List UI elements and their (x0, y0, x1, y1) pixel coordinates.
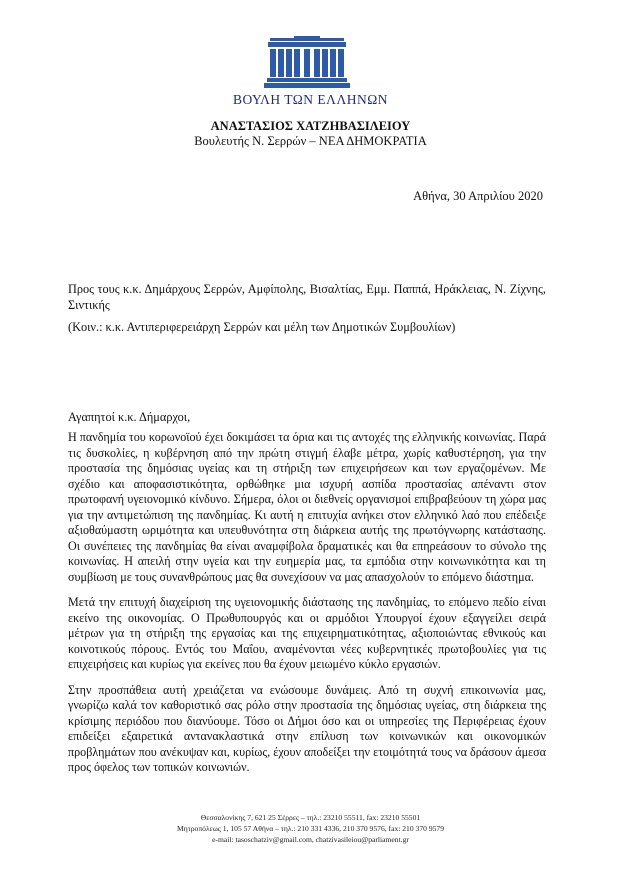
footer-address-serres: Θεσσαλονίκης 7, 621 25 Σέρρες – τηλ.: 23210 55511, fax: 23210 55501 (200, 813, 421, 822)
recipients: Προς τους κ.κ. Δημάρχους Σερρών, Αμφίπολης, Βισαλτίας, Εμμ. Παππά, Ηράκλειας, Ν. Ζίχνης, Σιντικής (68, 282, 546, 312)
date-line: Αθήνα, 30 Απριλίου 2020 (413, 189, 543, 203)
paragraph-1: Η πανδημία του κορωνοϊού έχει δοκιμάσει τα όρια και τις αντοχές της ελληνικής κοινωνίας. Παρά τις δυσκολίες, η κυβέρνηση από την πρώτη στιγμή έλαβε μέτρα, χωρίς καθυστέρηση, για την προστασία της δημόσιας υγείας και τη στήριξη των επιχειρήσεων και των εργαζομένων. Με σχέδιο και αποφασιστικότητα, ορθώθηκε μια ισχυρή ασπίδα προστασίας απέναντι στον πρωτοφανή υγειονομικό κίνδυνο. Σήμερα, όλοι οι διεθνείς οργανισμοί επιβραβεύουν τη χώρα μας για την αντιμετώπιση της πανδημίας. Κι αυτή η επιτυχία ανήκει στον ελληνικό λαό που επέδειξε αξιοθαύμαστη ωριμότητα και υπευθυνότητα στη διάρκεια αυτής της πρωτόγνωρης κατάστασης. Οι συνέπειες της πανδημίας θα είναι αναμφίβολα δραματικές και θα επηρεάσουν το σύνολο της κοινωνίας. Η απειλή στην υγεία και την ευημερία μας, τα εμπόδια στην κοινωνικότητα και τη συμβίωση με τους συνανθρώπους μας θα συνεχίσουν να μας απασχολούν το επόμενο διάστημα. (68, 430, 546, 584)
paragraph-2: Μετά την επιτυχή διαχείριση της υγειονομικής διάστασης της πανδημίας, το επόμενο πεδίο είναι εκείνο της οικονομίας. Ο Πρωθυπουργός και οι αρμόδιοι Υπουργοί έχουν εξαγγείλει σειρά μέτρων για τη στήριξη της εργασίας και της επιχειρηματικότητας, αξιοποιώντας εθνικούς και κοινοτικούς πόρους. Εντός του Μαΐου, αναμένονται νέες κυβερνητικές πρωτοβουλίες για τις επιχειρήσεις και κυρίως για εκείνες που θα έχουν μειωμένο κύκλο εργασιών. (68, 595, 546, 671)
footer-address-athens: Μητροπόλεως 1, 105 57 Αθήνα – τηλ.: 210 331 4336, 210 370 9576, fax: 210 370 9579 (176, 824, 445, 833)
paragraph-3: Στην προσπάθεια αυτή χρειάζεται να ενώσουμε δυνάμεις. Από τη συχνή επικοινωνία μας, γνωρίζω καλά τον καθοριστικό σας ρόλο στην προστασία της δημόσιας υγείας, στη διάρκεια της κρίσιμης περιόδου που διανύουμε. Τόσο οι Δήμοι όσο και οι υπηρεσίες της Περιφέρειας έχουν επιδείξει εξαιρετικά αντανακλαστικά στην επίλυση των κοινωνικών και οικονομικών προβλημάτων που ανέκυψαν και, κυρίως, έχουν αποδείξει την ετοιμότητά τους να δράσουν άμεσα προς όφελος των τοπικών κοινωνιών. (68, 682, 546, 774)
footer (0, 812, 621, 845)
parliament-building-icon (264, 36, 350, 88)
letter-body (68, 430, 546, 786)
greeting: Αγαπητοί κ.κ. Δήμαρχοι, (68, 410, 191, 424)
sender-role: Βουλευτής Ν. Σερρών – ΝΕΑ ΔΗΜΟΚΡΑΤΙΑ (194, 134, 427, 148)
footer-email: e-mail: tasoschatziv@gmail.com, chatzivasileiou@parliament.gr (212, 835, 409, 844)
cc-line: (Κοιν.: κ.κ. Αντιπεριφερειάρχη Σερρών και μέλη των Δημοτικών Συμβουλίων) (68, 320, 456, 334)
house-name: ΒΟΥΛΗ ΤΩΝ ΕΛΛΗΝΩΝ (232, 92, 389, 107)
sender-name: ΑΝΑΣΤΑΣΙΟΣ ΧΑΤΖΗΒΑΣΙΛΕΙΟΥ (210, 119, 411, 133)
